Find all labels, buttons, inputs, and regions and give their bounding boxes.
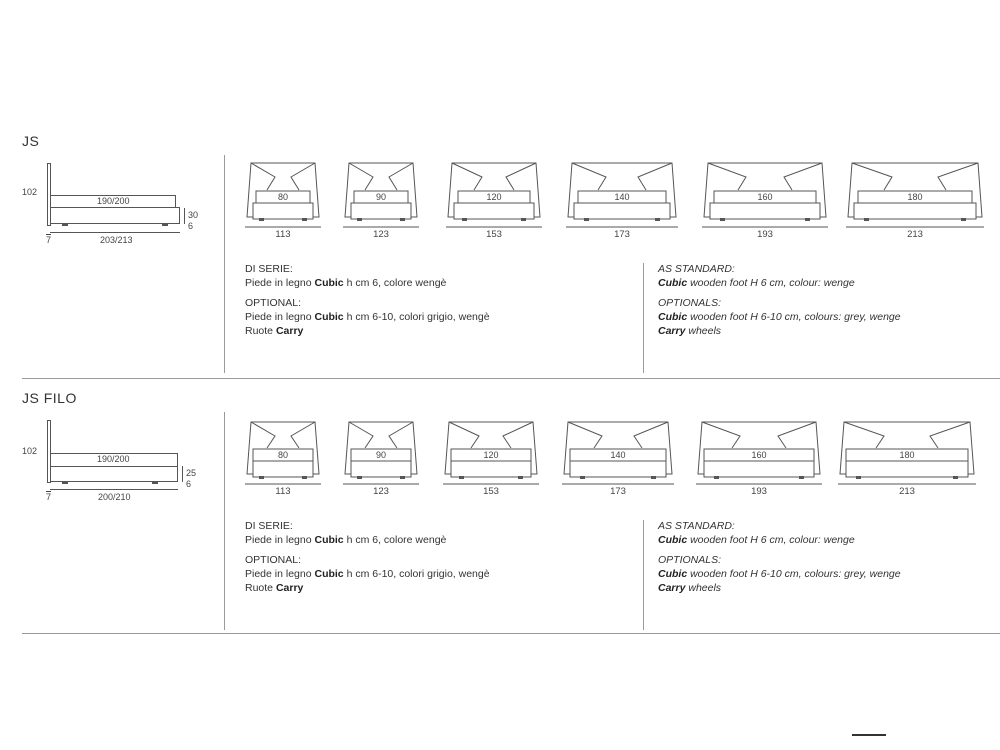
mattress-width-label: 80: [277, 192, 288, 202]
optional-line-1: Cubic wooden foot H 6-10 cm, colours: grey, wenge: [658, 568, 901, 580]
mattress-width-label: 140: [614, 192, 630, 202]
mattress-width-label: 120: [483, 450, 499, 460]
optional-heading: OPTIONALS:: [658, 297, 722, 309]
italian-specs: [245, 519, 635, 595]
standard-line: Piede in legno Cubic h cm 6, colore wengè: [245, 277, 447, 289]
section-divider: [22, 378, 1000, 379]
optional-line-1: Piede in legno Cubic h cm 6-10, colori grigio, wengè: [245, 568, 490, 580]
overall-width-label: 193: [751, 486, 767, 497]
overall-width-label: 123: [373, 486, 389, 497]
section-title: JS FILO: [22, 390, 77, 406]
overall-width-label: 113: [275, 229, 291, 240]
optional-line-1: Cubic wooden foot H 6-10 cm, colours: grey, wenge: [658, 311, 901, 323]
bed-front-icon: [696, 412, 822, 484]
foot-right: [152, 481, 158, 484]
foot-height-label: 7: [46, 235, 52, 245]
section-js: [0, 133, 1000, 391]
standard-heading: DI SERIE:: [245, 263, 293, 275]
standard-line: Cubic wooden foot H 6 cm, colour: wenge: [658, 277, 855, 289]
bed-front-icon: [245, 412, 321, 484]
bed-model-90: [343, 412, 419, 497]
bed-front-icon: [702, 155, 828, 227]
mattress-width-label: 80: [277, 450, 288, 460]
page-corner-mark: [852, 734, 886, 736]
mattress-size-label: 190/200: [97, 196, 130, 206]
base-height-label: 25: [186, 468, 197, 478]
bed-front-icon: [443, 412, 539, 484]
optional-heading: OPTIONAL:: [245, 554, 302, 566]
foot-left: [62, 481, 68, 484]
overall-width-label: 153: [486, 229, 502, 240]
english-specs: [658, 262, 988, 338]
bed-model-180: [846, 155, 984, 240]
bed-front-icon: [566, 155, 678, 227]
bed-model-180: [838, 412, 976, 497]
overall-width-label: 153: [483, 486, 499, 497]
section-divider: [22, 633, 1000, 634]
base-height-label: 30: [188, 210, 199, 220]
english-specs: [658, 519, 988, 595]
mattress-width-label: 120: [486, 192, 502, 202]
mattress-width-label: 90: [375, 450, 386, 460]
bed-model-90: [343, 155, 419, 240]
overall-width-label: 200/210: [98, 492, 131, 502]
bed-front-icon: [562, 412, 674, 484]
bed-model-80: [245, 412, 321, 497]
section-js-filo: [0, 390, 1000, 648]
bed-base: [50, 207, 180, 224]
height-label: 102: [22, 187, 38, 197]
bed-model-80: [245, 155, 321, 240]
standard-heading: AS STANDARD:: [658, 520, 735, 532]
bed-model-140: [566, 155, 678, 240]
foot-left: [62, 223, 68, 226]
section-title: JS: [22, 133, 40, 149]
optional-line-2: Carry wheels: [658, 325, 722, 337]
standard-line: Piede in legno Cubic h cm 6, colore wengè: [245, 534, 447, 546]
divider-vertical-left: [224, 412, 225, 630]
overall-width-label: 173: [610, 486, 626, 497]
mattress-width-label: 140: [610, 450, 626, 460]
bed-model-120: [443, 412, 539, 497]
mattress-width-label: 180: [899, 450, 915, 460]
divider-vertical-mid: [643, 263, 644, 373]
bed-model-160: [696, 412, 822, 497]
mattress-width-label: 160: [751, 450, 767, 460]
overall-width-label: 113: [275, 486, 291, 497]
overall-width-label: 203/213: [100, 235, 133, 245]
bed-base: [50, 466, 178, 482]
overall-width-label: 213: [899, 486, 915, 497]
height-tick: [184, 208, 185, 224]
divider-vertical-mid: [643, 520, 644, 630]
mattress-width-label: 90: [375, 192, 386, 202]
foot-height-value: 6: [188, 221, 194, 231]
divider-vertical-left: [224, 155, 225, 373]
bed-front-icon: [343, 412, 419, 484]
side-view-drawing: [22, 163, 222, 253]
optional-line-2: Carry wheels: [658, 582, 722, 594]
mattress-width-label: 180: [907, 192, 923, 202]
foot-height-label: 7: [46, 492, 52, 502]
overall-width-label: 193: [757, 229, 773, 240]
side-dimension-line: [50, 232, 180, 233]
optional-heading: OPTIONAL:: [245, 297, 302, 309]
side-dimension-line: [50, 489, 178, 490]
optional-heading: OPTIONALS:: [658, 554, 722, 566]
standard-heading: AS STANDARD:: [658, 263, 735, 275]
overall-width-label: 173: [614, 229, 630, 240]
italian-specs: [245, 262, 635, 338]
height-tick: [182, 466, 183, 482]
mattress-size-label: 190/200: [97, 454, 130, 464]
bed-front-icon: [838, 412, 976, 484]
side-view-drawing: [22, 420, 222, 510]
bed-model-160: [702, 155, 828, 240]
bed-model-120: [446, 155, 542, 240]
bed-front-icon: [245, 155, 321, 227]
optional-line-2: Ruote Carry: [245, 325, 304, 337]
overall-width-label: 123: [373, 229, 389, 240]
bed-front-icon: [446, 155, 542, 227]
optional-line-2: Ruote Carry: [245, 582, 304, 594]
bed-model-140: [562, 412, 674, 497]
foot-height-value: 6: [186, 479, 192, 489]
overall-width-label: 213: [907, 229, 923, 240]
bed-front-icon: [846, 155, 984, 227]
standard-line: Cubic wooden foot H 6 cm, colour: wenge: [658, 534, 855, 546]
height-label: 102: [22, 446, 38, 456]
bed-front-icon: [343, 155, 419, 227]
optional-line-1: Piede in legno Cubic h cm 6-10, colori grigio, wengè: [245, 311, 490, 323]
mattress-width-label: 160: [757, 192, 773, 202]
foot-right: [162, 223, 168, 226]
standard-heading: DI SERIE:: [245, 520, 293, 532]
